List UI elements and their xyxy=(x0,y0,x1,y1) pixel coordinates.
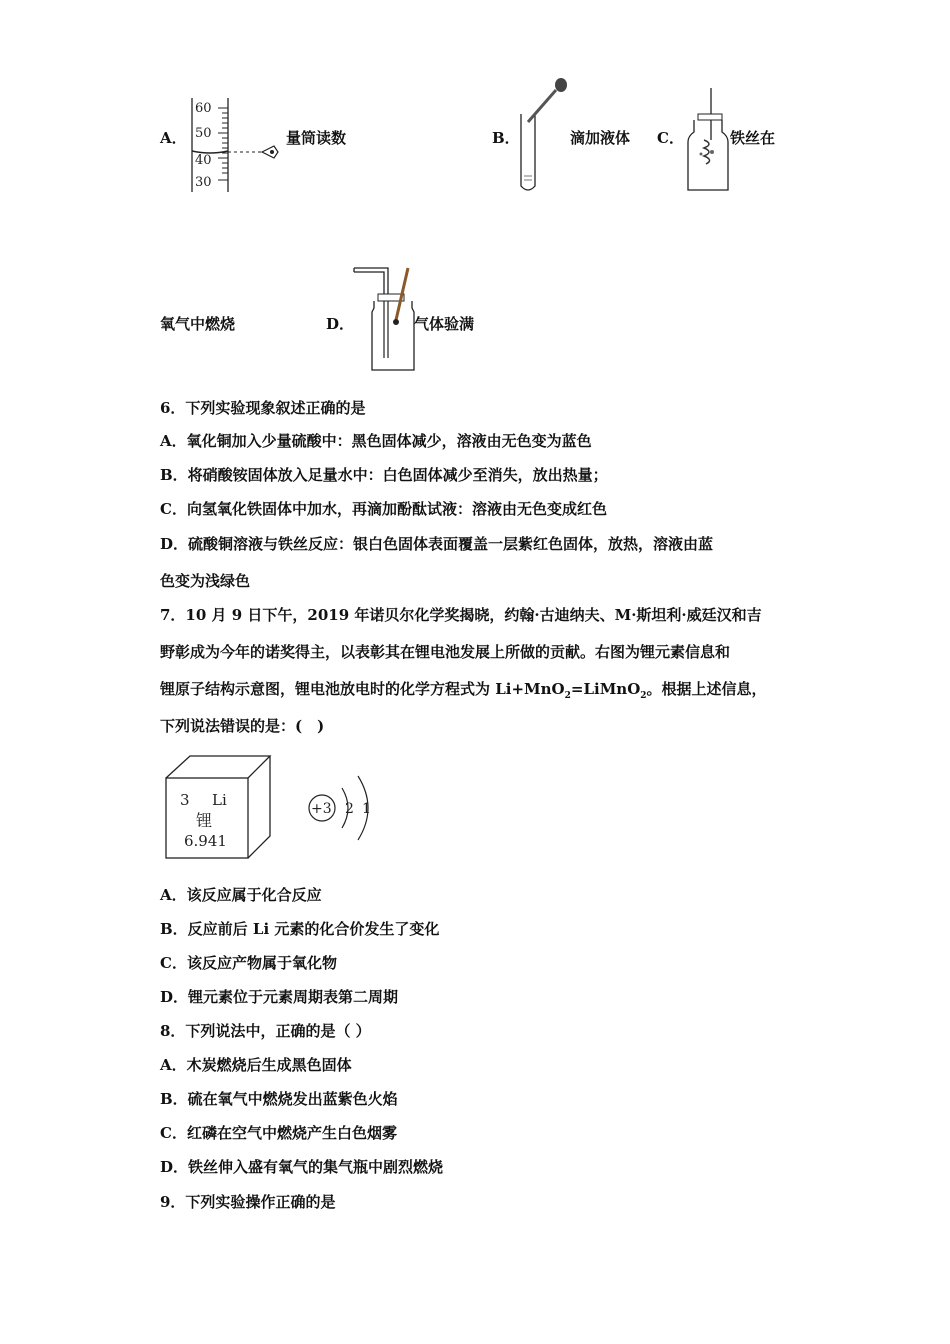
nucleus-charge: +3 xyxy=(311,801,332,817)
element-name: 锂 xyxy=(196,811,213,830)
graduated-cylinder-figure xyxy=(188,96,288,196)
q7-option-d: D．锂元素位于元素周期表第二周期 xyxy=(160,988,399,1006)
q8-stem: 8．下列说法中，正确的是（ ） xyxy=(160,1022,371,1040)
tick-label-60: 60 xyxy=(195,101,212,116)
q8-option-d: D．铁丝伸入盛有氧气的集气瓶中剧烈燃烧 xyxy=(160,1158,444,1176)
q6-option-d-line-1: D．硫酸铜溶液与铁丝反应：银白色固体表面覆盖一层紫红色固体，放热，溶液由蓝 xyxy=(160,535,714,553)
tick-label-40: 40 xyxy=(195,153,212,168)
atomic-number: 3 xyxy=(180,791,190,809)
q7-option-a: A．该反应属于化合反应 xyxy=(160,886,322,904)
gas-bottle xyxy=(688,120,728,190)
option-a-label: A． xyxy=(160,129,187,147)
atomic-mass: 6.941 xyxy=(184,832,227,850)
iron-wire-bottle-figure xyxy=(684,86,732,196)
lithium-atom-structure xyxy=(304,766,384,848)
liquid-meniscus xyxy=(192,151,228,153)
dropper-tube xyxy=(528,90,556,122)
q8-option-c: C．红磷在空气中燃烧产生白色烟雾 xyxy=(160,1124,397,1142)
dropper-bulb xyxy=(555,78,567,92)
option-d-text: 气体验满 xyxy=(414,315,475,333)
option-c-label: C． xyxy=(657,129,684,147)
q6-option-d-line-2: 色变为浅绿色 xyxy=(160,572,251,590)
option-a-text: 量筒读数 xyxy=(286,129,347,147)
cylinder-scale-ticks xyxy=(218,108,228,180)
q7-stem-line-1: 7．10 月 9 日下午，2019 年诺贝尔化学奖揭晓，约翰·古迪纳夫、M·斯坦利·威廷汉和吉 xyxy=(160,606,762,624)
q7-option-b: B．反应前后 Li 元素的化合价发生了变化 xyxy=(160,920,440,938)
option-d-label: D． xyxy=(326,315,355,333)
test-tube xyxy=(521,114,535,190)
q8-option-a: A．木炭燃烧后生成黑色固体 xyxy=(160,1056,352,1074)
shell-2-electrons: 1 xyxy=(362,801,371,817)
option-c-text-2: 氧气中燃烧 xyxy=(160,315,236,333)
q7-stem-line-4: 下列说法错误的是：( ) xyxy=(160,717,325,735)
lithium-element-card xyxy=(162,752,278,862)
tick-label-50: 50 xyxy=(195,126,212,141)
q7-option-c: C．该反应产物属于氧化物 xyxy=(160,954,337,972)
gas-full-test-figure xyxy=(352,262,420,374)
q6-option-a: A．氧化铜加入少量硫酸中：黑色固体减少，溶液由无色变为蓝色 xyxy=(160,432,592,450)
gas-bottle xyxy=(372,301,414,370)
q9-stem: 9．下列实验操作正确的是 xyxy=(160,1193,336,1211)
q6-stem: 6．下列实验现象叙述正确的是 xyxy=(160,399,366,417)
q7-stem-line-2: 野彰成为今年的诺奖得主，以表彰其在锂电池发展上所做的贡献。右图为锂元素信息和 xyxy=(160,643,731,661)
element-symbol: Li xyxy=(212,791,227,809)
splint-tip xyxy=(393,319,399,325)
shell-1-electrons: 2 xyxy=(345,801,354,817)
dropper-test-tube-figure xyxy=(514,76,574,196)
tick-label-30: 30 xyxy=(195,175,212,190)
option-b-label: B． xyxy=(492,129,520,147)
coiled-wire xyxy=(704,140,710,164)
bottle-stopper xyxy=(698,114,722,120)
q8-option-b: B．硫在氧气中燃烧发出蓝紫色火焰 xyxy=(160,1090,398,1108)
option-b-text: 滴加液体 xyxy=(570,129,631,147)
q6-option-b: B．将硝酸铵固体放入足量水中：白色固体减少至消失，放出热量； xyxy=(160,466,608,484)
option-c-text-1: 铁丝在 xyxy=(730,129,776,147)
q7-stem-line-3: 锂原子结构示意图，锂电池放电时的化学方程式为 Li+MnO$_2$=LiMnO$_2$。根据上述信息， xyxy=(160,680,767,701)
q6-option-c: C．向氢氧化铁固体中加水，再滴加酚酞试液：溶液由无色变成红色 xyxy=(160,500,607,518)
